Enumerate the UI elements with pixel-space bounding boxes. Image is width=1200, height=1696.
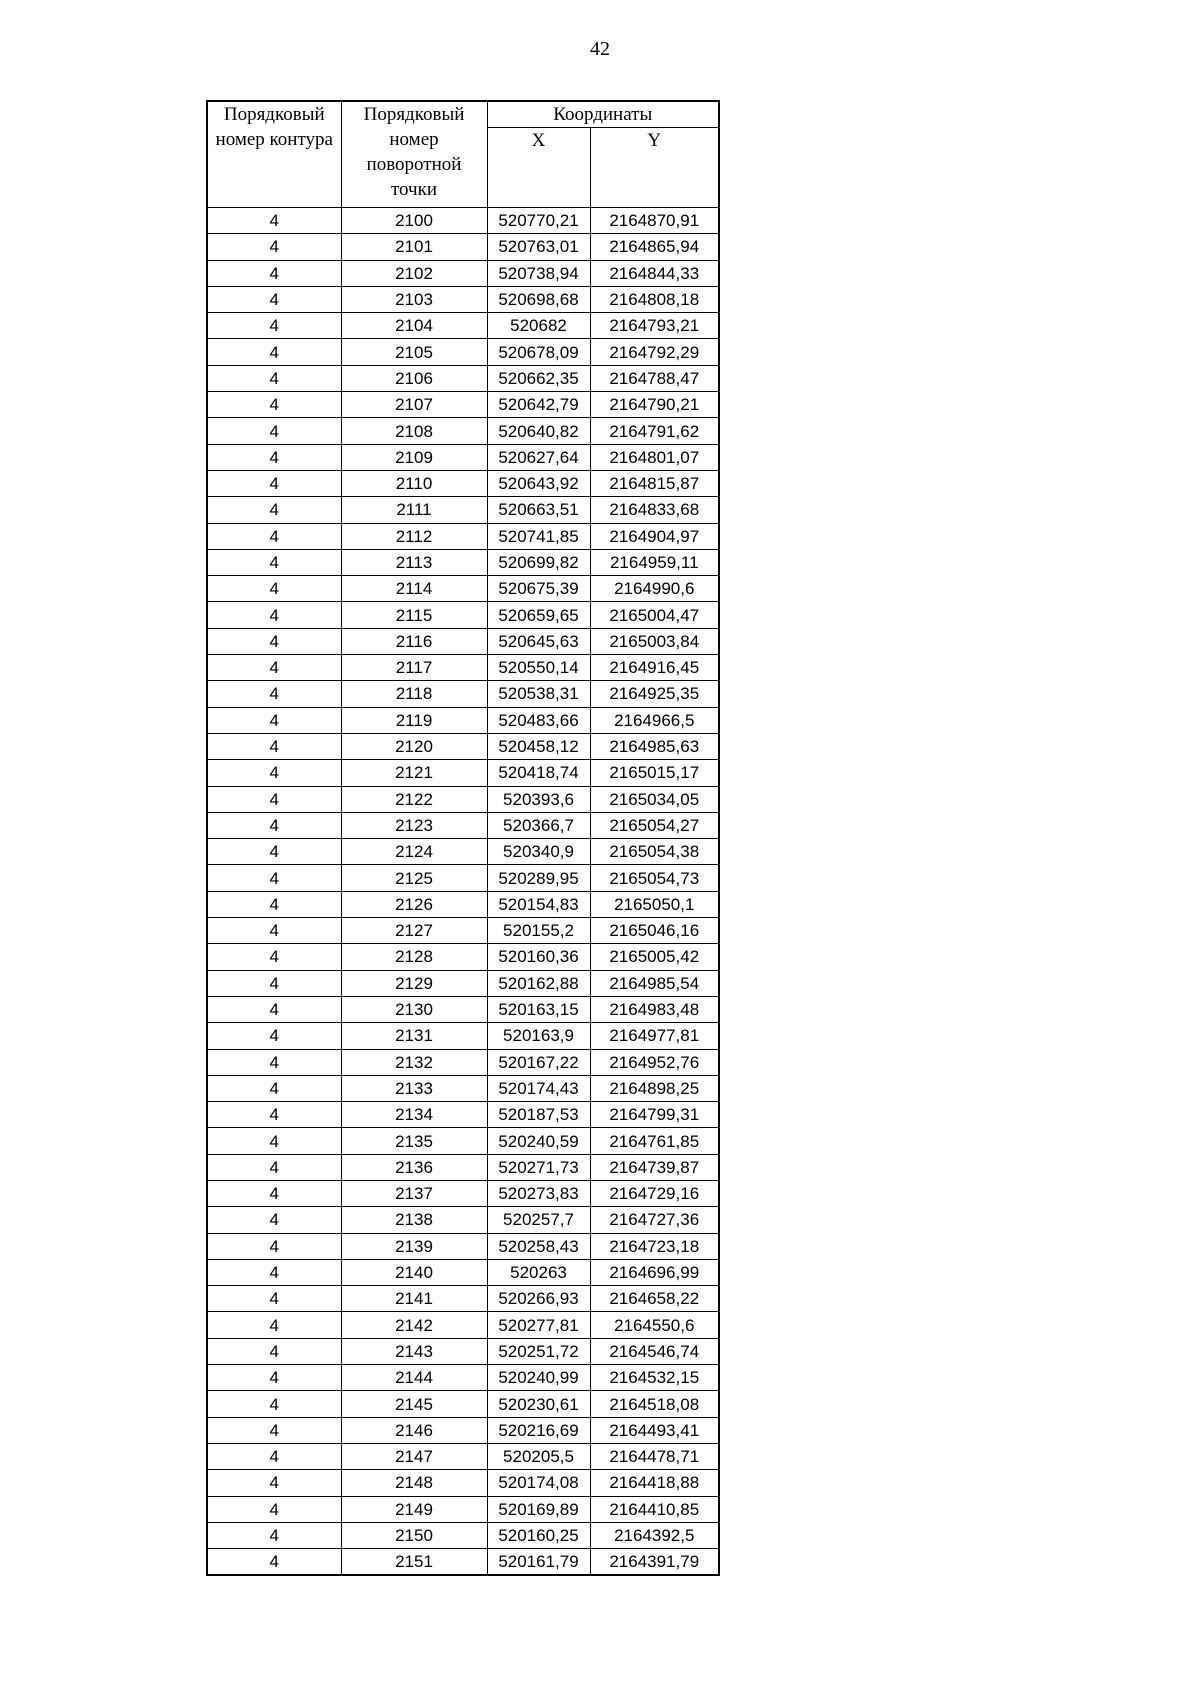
table-row (207, 1154, 719, 1180)
point-cell: 2112 (341, 523, 487, 549)
x-cell: 520187,53 (487, 1102, 590, 1128)
table-row (207, 549, 719, 575)
y-cell: 2164478,71 (590, 1443, 719, 1469)
y-cell: 2164985,63 (590, 733, 719, 759)
x-cell: 520659,65 (487, 602, 590, 628)
y-cell: 2164493,41 (590, 1417, 719, 1443)
table-row (207, 786, 719, 812)
y-cell: 2164696,99 (590, 1259, 719, 1285)
table-row (207, 1470, 719, 1496)
table-row (207, 1417, 719, 1443)
contour-cell: 4 (207, 576, 341, 602)
contour-cell: 4 (207, 1207, 341, 1233)
x-cell: 520154,83 (487, 891, 590, 917)
x-cell: 520640,82 (487, 418, 590, 444)
y-cell: 2164761,85 (590, 1128, 719, 1154)
x-cell: 520174,43 (487, 1075, 590, 1101)
point-cell: 2125 (341, 865, 487, 891)
x-cell: 520205,5 (487, 1443, 590, 1469)
table-row (207, 444, 719, 470)
contour-cell: 4 (207, 1470, 341, 1496)
table-row (207, 208, 719, 234)
x-cell: 520174,08 (487, 1470, 590, 1496)
table-row (207, 944, 719, 970)
y-cell: 2164925,35 (590, 681, 719, 707)
y-cell: 2164788,47 (590, 365, 719, 391)
x-cell: 520770,21 (487, 208, 590, 234)
table-row (207, 1286, 719, 1312)
contour-cell: 4 (207, 812, 341, 838)
y-cell: 2164739,87 (590, 1154, 719, 1180)
point-cell: 2136 (341, 1154, 487, 1180)
point-cell: 2121 (341, 760, 487, 786)
y-cell: 2164727,36 (590, 1207, 719, 1233)
contour-cell: 4 (207, 996, 341, 1022)
x-cell: 520763,01 (487, 234, 590, 260)
contour-cell: 4 (207, 1023, 341, 1049)
point-cell: 2106 (341, 365, 487, 391)
y-cell: 2164793,21 (590, 313, 719, 339)
table-row (207, 996, 719, 1022)
x-cell: 520418,74 (487, 760, 590, 786)
point-cell: 2129 (341, 970, 487, 996)
table-row (207, 365, 719, 391)
contour-cell: 4 (207, 497, 341, 523)
x-cell: 520340,9 (487, 839, 590, 865)
x-cell: 520393,6 (487, 786, 590, 812)
x-cell: 520366,7 (487, 812, 590, 838)
table-row (207, 1365, 719, 1391)
contour-cell: 4 (207, 365, 341, 391)
contour-cell: 4 (207, 839, 341, 865)
table-row (207, 1391, 719, 1417)
y-cell: 2164959,11 (590, 549, 719, 575)
x-cell: 520251,72 (487, 1338, 590, 1364)
point-cell: 2150 (341, 1522, 487, 1548)
x-cell: 520240,99 (487, 1365, 590, 1391)
contour-cell: 4 (207, 681, 341, 707)
table-row (207, 1496, 719, 1522)
table-row (207, 1049, 719, 1075)
contour-cell: 4 (207, 1259, 341, 1285)
x-cell: 520698,68 (487, 286, 590, 312)
contour-cell: 4 (207, 865, 341, 891)
point-cell: 2123 (341, 812, 487, 838)
y-cell: 2164799,31 (590, 1102, 719, 1128)
point-cell: 2143 (341, 1338, 487, 1364)
y-cell: 2164790,21 (590, 392, 719, 418)
x-cell: 520258,43 (487, 1233, 590, 1259)
y-cell: 2164532,15 (590, 1365, 719, 1391)
x-cell: 520550,14 (487, 655, 590, 681)
x-cell: 520675,39 (487, 576, 590, 602)
contour-cell: 4 (207, 891, 341, 917)
contour-cell: 4 (207, 1312, 341, 1338)
table-row (207, 707, 719, 733)
point-cell: 2138 (341, 1207, 487, 1233)
contour-cell: 4 (207, 470, 341, 496)
x-cell: 520167,22 (487, 1049, 590, 1075)
table-row (207, 760, 719, 786)
x-cell: 520663,51 (487, 497, 590, 523)
x-cell: 520271,73 (487, 1154, 590, 1180)
point-cell: 2110 (341, 470, 487, 496)
point-cell: 2130 (341, 996, 487, 1022)
x-cell: 520169,89 (487, 1496, 590, 1522)
point-cell: 2146 (341, 1417, 487, 1443)
y-cell: 2164546,74 (590, 1338, 719, 1364)
y-cell: 2165054,27 (590, 812, 719, 838)
x-cell: 520289,95 (487, 865, 590, 891)
x-cell: 520266,93 (487, 1286, 590, 1312)
x-cell: 520155,2 (487, 918, 590, 944)
y-cell: 2164518,08 (590, 1391, 719, 1417)
point-cell: 2151 (341, 1549, 487, 1576)
x-cell: 520682 (487, 313, 590, 339)
x-cell: 520230,61 (487, 1391, 590, 1417)
table-row (207, 576, 719, 602)
y-cell: 2165046,16 (590, 918, 719, 944)
contour-cell: 4 (207, 313, 341, 339)
table-row (207, 1338, 719, 1364)
point-cell: 2126 (341, 891, 487, 917)
table-row (207, 839, 719, 865)
x-cell: 520538,31 (487, 681, 590, 707)
contour-cell: 4 (207, 1128, 341, 1154)
y-cell: 2164658,22 (590, 1286, 719, 1312)
y-cell: 2164791,62 (590, 418, 719, 444)
point-cell: 2142 (341, 1312, 487, 1338)
y-cell: 2165015,17 (590, 760, 719, 786)
table-row (207, 1128, 719, 1154)
point-cell: 2111 (341, 497, 487, 523)
x-cell: 520627,64 (487, 444, 590, 470)
x-cell: 520161,79 (487, 1549, 590, 1576)
y-cell: 2164990,6 (590, 576, 719, 602)
x-cell: 520263 (487, 1259, 590, 1285)
point-cell: 2133 (341, 1075, 487, 1101)
table-row (207, 655, 719, 681)
point-cell: 2124 (341, 839, 487, 865)
point-cell: 2122 (341, 786, 487, 812)
table-row (207, 260, 719, 286)
y-cell: 2165054,38 (590, 839, 719, 865)
y-cell: 2164916,45 (590, 655, 719, 681)
contour-cell: 4 (207, 602, 341, 628)
point-cell: 2132 (341, 1049, 487, 1075)
x-cell: 520678,09 (487, 339, 590, 365)
x-cell: 520643,92 (487, 470, 590, 496)
contour-cell: 4 (207, 208, 341, 234)
point-cell: 2141 (341, 1286, 487, 1312)
table-row (207, 1207, 719, 1233)
point-cell: 2102 (341, 260, 487, 286)
point-cell: 2116 (341, 628, 487, 654)
table-row (207, 523, 719, 549)
table-row (207, 1443, 719, 1469)
y-cell: 2165054,73 (590, 865, 719, 891)
y-cell: 2165003,84 (590, 628, 719, 654)
point-cell: 2108 (341, 418, 487, 444)
y-cell: 2164844,33 (590, 260, 719, 286)
x-cell: 520160,36 (487, 944, 590, 970)
point-cell: 2145 (341, 1391, 487, 1417)
contour-cell: 4 (207, 1075, 341, 1101)
point-cell: 2148 (341, 1470, 487, 1496)
point-cell: 2101 (341, 234, 487, 260)
y-cell: 2164729,16 (590, 1180, 719, 1206)
contour-cell: 4 (207, 1443, 341, 1469)
point-cell: 2134 (341, 1102, 487, 1128)
contour-cell: 4 (207, 339, 341, 365)
point-cell: 2114 (341, 576, 487, 602)
page-number: 42 (590, 38, 610, 60)
point-cell: 2128 (341, 944, 487, 970)
contour-cell: 4 (207, 1417, 341, 1443)
x-cell: 520273,83 (487, 1180, 590, 1206)
contour-cell: 4 (207, 1049, 341, 1075)
point-cell: 2139 (341, 1233, 487, 1259)
contour-cell: 4 (207, 760, 341, 786)
table-row (207, 497, 719, 523)
contour-cell: 4 (207, 1233, 341, 1259)
contour-cell: 4 (207, 944, 341, 970)
y-cell: 2164898,25 (590, 1075, 719, 1101)
y-cell: 2164865,94 (590, 234, 719, 260)
y-cell: 2164966,5 (590, 707, 719, 733)
contour-cell: 4 (207, 418, 341, 444)
table-row (207, 1180, 719, 1206)
x-cell: 520458,12 (487, 733, 590, 759)
point-cell: 2105 (341, 339, 487, 365)
y-cell: 2164985,54 (590, 970, 719, 996)
x-cell: 520163,15 (487, 996, 590, 1022)
y-cell: 2164870,91 (590, 208, 719, 234)
contour-cell: 4 (207, 1496, 341, 1522)
y-cell: 2164808,18 (590, 286, 719, 312)
header-y: Y (590, 128, 719, 208)
y-cell: 2165004,47 (590, 602, 719, 628)
point-cell: 2149 (341, 1496, 487, 1522)
table-row (207, 286, 719, 312)
y-cell: 2164952,76 (590, 1049, 719, 1075)
x-cell: 520240,59 (487, 1128, 590, 1154)
header-point-number: Порядковый номер поворотной точки (341, 101, 487, 208)
header-x: X (487, 128, 590, 208)
x-cell: 520699,82 (487, 549, 590, 575)
point-cell: 2119 (341, 707, 487, 733)
x-cell: 520277,81 (487, 1312, 590, 1338)
coordinates-table (206, 100, 720, 1576)
y-cell: 2164833,68 (590, 497, 719, 523)
contour-cell: 4 (207, 1180, 341, 1206)
table-row (207, 470, 719, 496)
contour-cell: 4 (207, 733, 341, 759)
x-cell: 520662,35 (487, 365, 590, 391)
x-cell: 520642,79 (487, 392, 590, 418)
point-cell: 2140 (341, 1259, 487, 1285)
x-cell: 520162,88 (487, 970, 590, 996)
table-row (207, 602, 719, 628)
contour-cell: 4 (207, 1286, 341, 1312)
table-header (207, 101, 719, 208)
point-cell: 2127 (341, 918, 487, 944)
contour-cell: 4 (207, 1391, 341, 1417)
table-row (207, 1549, 719, 1576)
x-cell: 520741,85 (487, 523, 590, 549)
contour-cell: 4 (207, 392, 341, 418)
table-row (207, 1259, 719, 1285)
contour-cell: 4 (207, 444, 341, 470)
table-row (207, 234, 719, 260)
table-row (207, 1522, 719, 1548)
table-row (207, 1233, 719, 1259)
table-row (207, 1075, 719, 1101)
y-cell: 2165034,05 (590, 786, 719, 812)
y-cell: 2165005,42 (590, 944, 719, 970)
y-cell: 2164983,48 (590, 996, 719, 1022)
contour-cell: 4 (207, 970, 341, 996)
contour-cell: 4 (207, 918, 341, 944)
table-row (207, 918, 719, 944)
x-cell: 520257,7 (487, 1207, 590, 1233)
table-body (207, 208, 719, 1576)
y-cell: 2164418,88 (590, 1470, 719, 1496)
contour-cell: 4 (207, 1154, 341, 1180)
y-cell: 2164792,29 (590, 339, 719, 365)
contour-cell: 4 (207, 1549, 341, 1576)
contour-cell: 4 (207, 628, 341, 654)
point-cell: 2107 (341, 392, 487, 418)
table-row (207, 1312, 719, 1338)
y-cell: 2164977,81 (590, 1023, 719, 1049)
point-cell: 2147 (341, 1443, 487, 1469)
point-cell: 2144 (341, 1365, 487, 1391)
y-cell: 2164410,85 (590, 1496, 719, 1522)
table-row (207, 681, 719, 707)
x-cell: 520645,63 (487, 628, 590, 654)
table-row (207, 313, 719, 339)
contour-cell: 4 (207, 655, 341, 681)
point-cell: 2115 (341, 602, 487, 628)
y-cell: 2164815,87 (590, 470, 719, 496)
table-row (207, 1102, 719, 1128)
point-cell: 2135 (341, 1128, 487, 1154)
table-row (207, 733, 719, 759)
y-cell: 2164550,6 (590, 1312, 719, 1338)
table-row (207, 812, 719, 838)
y-cell: 2164392,5 (590, 1522, 719, 1548)
point-cell: 2104 (341, 313, 487, 339)
contour-cell: 4 (207, 523, 341, 549)
y-cell: 2164723,18 (590, 1233, 719, 1259)
y-cell: 2164801,07 (590, 444, 719, 470)
table-row (207, 1023, 719, 1049)
contour-cell: 4 (207, 234, 341, 260)
y-cell: 2164391,79 (590, 1549, 719, 1576)
point-cell: 2109 (341, 444, 487, 470)
contour-cell: 4 (207, 260, 341, 286)
contour-cell: 4 (207, 549, 341, 575)
table-row (207, 628, 719, 654)
point-cell: 2120 (341, 733, 487, 759)
point-cell: 2100 (341, 208, 487, 234)
contour-cell: 4 (207, 1365, 341, 1391)
point-cell: 2131 (341, 1023, 487, 1049)
contour-cell: 4 (207, 286, 341, 312)
contour-cell: 4 (207, 707, 341, 733)
header-contour-number: Порядковый номер контура (207, 101, 341, 208)
table-row (207, 392, 719, 418)
table-row (207, 970, 719, 996)
contour-cell: 4 (207, 1102, 341, 1128)
table-row (207, 418, 719, 444)
contour-cell: 4 (207, 1522, 341, 1548)
contour-cell: 4 (207, 786, 341, 812)
table-row (207, 891, 719, 917)
point-cell: 2103 (341, 286, 487, 312)
table-row (207, 865, 719, 891)
point-cell: 2117 (341, 655, 487, 681)
header-coordinates: Координаты (487, 101, 719, 128)
contour-cell: 4 (207, 1338, 341, 1364)
y-cell: 2164904,97 (590, 523, 719, 549)
point-cell: 2137 (341, 1180, 487, 1206)
x-cell: 520160,25 (487, 1522, 590, 1548)
table-row (207, 339, 719, 365)
x-cell: 520216,69 (487, 1417, 590, 1443)
x-cell: 520163,9 (487, 1023, 590, 1049)
x-cell: 520483,66 (487, 707, 590, 733)
y-cell: 2165050,1 (590, 891, 719, 917)
point-cell: 2113 (341, 549, 487, 575)
point-cell: 2118 (341, 681, 487, 707)
x-cell: 520738,94 (487, 260, 590, 286)
